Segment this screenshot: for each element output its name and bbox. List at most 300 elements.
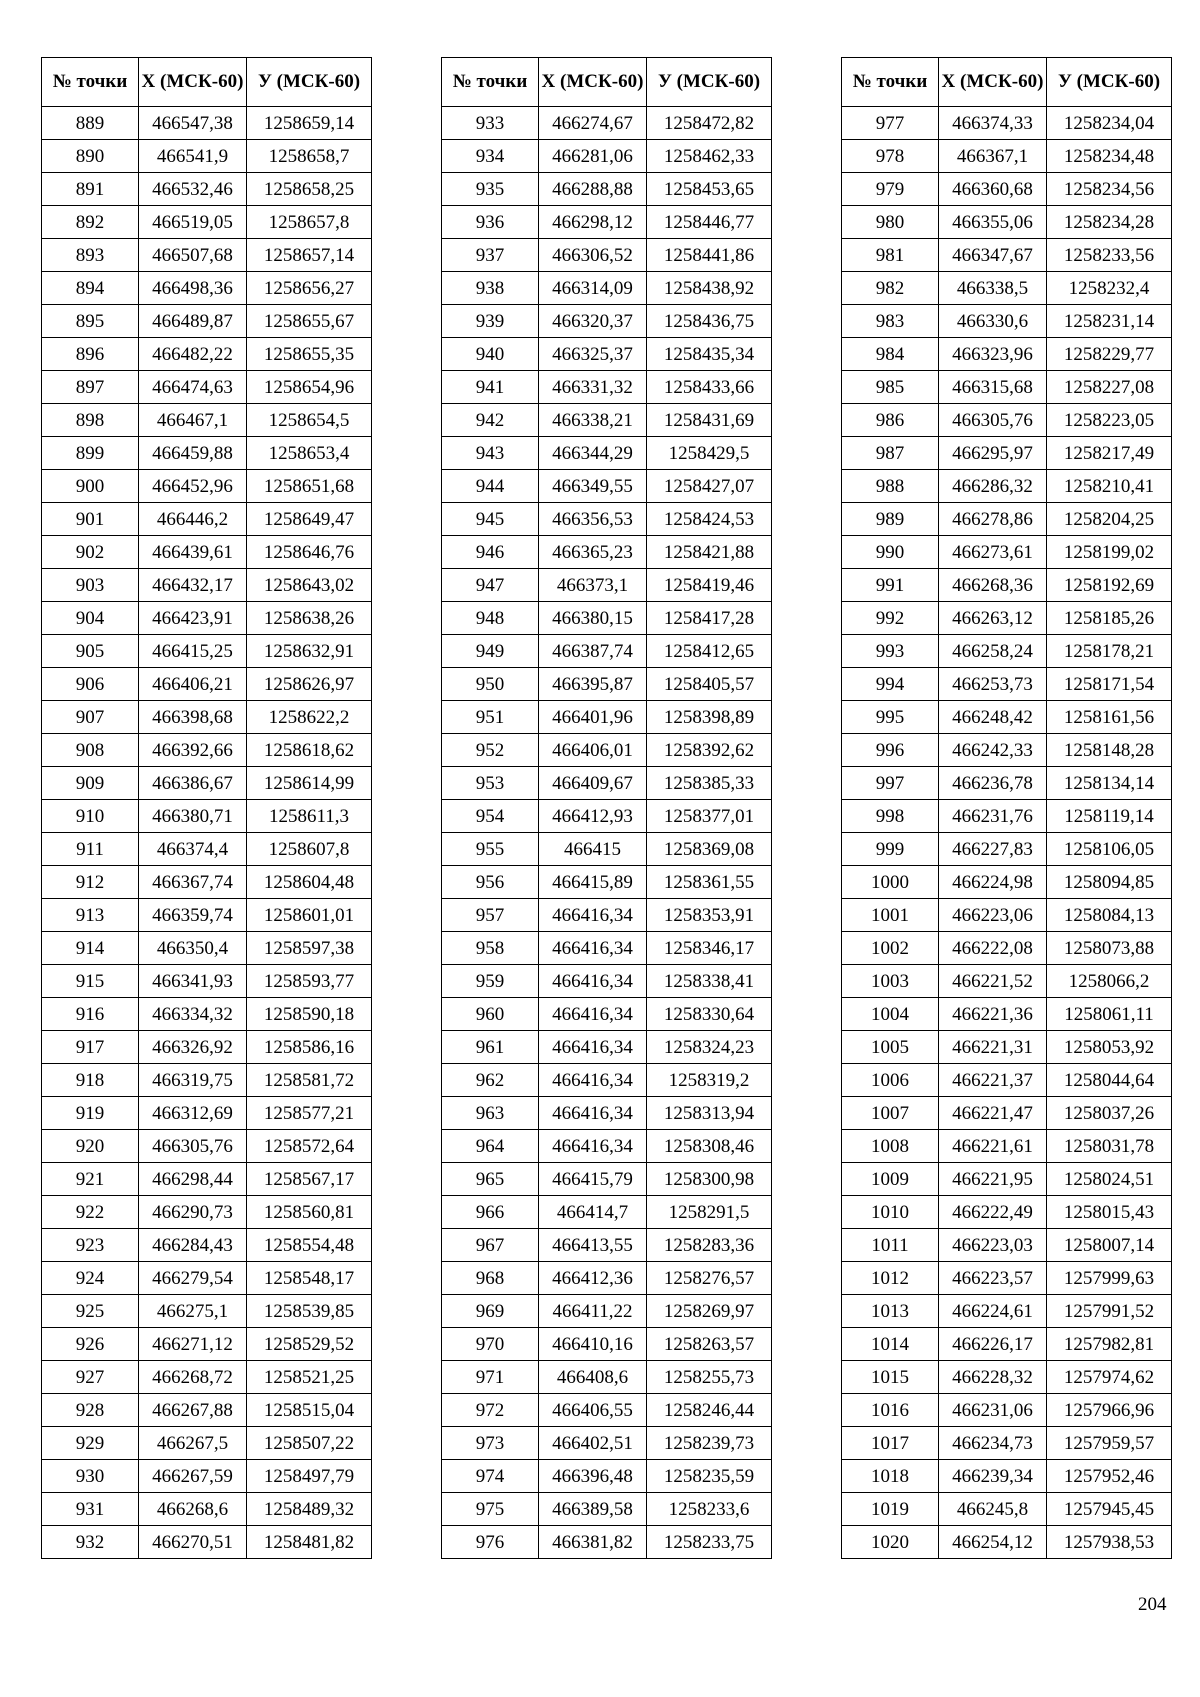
y-coordinate-cell: 1258015,43 [1047, 1196, 1172, 1229]
x-coordinate-cell: 466295,97 [939, 437, 1047, 470]
y-coordinate-cell: 1258233,75 [647, 1526, 772, 1559]
point-number-cell: 1005 [842, 1031, 939, 1064]
y-coordinate-cell: 1258369,08 [647, 833, 772, 866]
point-number-cell: 968 [442, 1262, 539, 1295]
point-number-cell: 908 [42, 734, 139, 767]
point-number-cell: 927 [42, 1361, 139, 1394]
y-coordinate-cell: 1258134,14 [1047, 767, 1172, 800]
x-coordinate-cell: 466325,37 [539, 338, 647, 371]
point-number-cell: 904 [42, 602, 139, 635]
x-coordinate-cell: 466396,48 [539, 1460, 647, 1493]
x-coordinate-cell: 466326,92 [139, 1031, 247, 1064]
x-coordinate-cell: 466298,44 [139, 1163, 247, 1196]
y-coordinate-cell: 1258654,5 [247, 404, 372, 437]
header-y-coordinate: У (МСК-60) [1047, 58, 1172, 107]
x-coordinate-cell: 466489,87 [139, 305, 247, 338]
point-number-cell: 912 [42, 866, 139, 899]
y-coordinate-cell: 1258655,35 [247, 338, 372, 371]
table-row [42, 965, 372, 998]
table-row [842, 1262, 1172, 1295]
point-number-cell: 987 [842, 437, 939, 470]
y-coordinate-cell: 1258632,91 [247, 635, 372, 668]
point-number-cell: 950 [442, 668, 539, 701]
x-coordinate-cell: 466416,34 [539, 1097, 647, 1130]
y-coordinate-cell: 1258199,02 [1047, 536, 1172, 569]
point-number-cell: 998 [842, 800, 939, 833]
point-number-cell: 943 [442, 437, 539, 470]
x-coordinate-cell: 466222,49 [939, 1196, 1047, 1229]
x-coordinate-cell: 466223,57 [939, 1262, 1047, 1295]
x-coordinate-cell: 466320,37 [539, 305, 647, 338]
table-row [442, 1196, 772, 1229]
y-coordinate-cell: 1258554,48 [247, 1229, 372, 1262]
y-coordinate-cell: 1258231,14 [1047, 305, 1172, 338]
table-row [442, 1229, 772, 1262]
y-coordinate-cell: 1258171,54 [1047, 668, 1172, 701]
table-row [842, 140, 1172, 173]
table-row [42, 437, 372, 470]
point-number-cell: 979 [842, 173, 939, 206]
point-number-cell: 1006 [842, 1064, 939, 1097]
table-row [42, 1262, 372, 1295]
point-number-cell: 981 [842, 239, 939, 272]
y-coordinate-cell: 1258656,27 [247, 272, 372, 305]
y-coordinate-cell: 1258178,21 [1047, 635, 1172, 668]
y-coordinate-cell: 1258560,81 [247, 1196, 372, 1229]
point-number-cell: 933 [442, 107, 539, 140]
point-number-cell: 976 [442, 1526, 539, 1559]
x-coordinate-cell: 466306,52 [539, 239, 647, 272]
y-coordinate-cell: 1257974,62 [1047, 1361, 1172, 1394]
point-number-cell: 916 [42, 998, 139, 1031]
table-row [42, 1064, 372, 1097]
table-row [442, 767, 772, 800]
y-coordinate-cell: 1258604,48 [247, 866, 372, 899]
point-number-cell: 951 [442, 701, 539, 734]
y-coordinate-cell: 1258655,67 [247, 305, 372, 338]
y-coordinate-cell: 1258073,88 [1047, 932, 1172, 965]
x-coordinate-cell: 466221,36 [939, 998, 1047, 1031]
point-number-cell: 922 [42, 1196, 139, 1229]
x-coordinate-cell: 466224,98 [939, 866, 1047, 899]
point-number-cell: 986 [842, 404, 939, 437]
point-number-cell: 936 [442, 206, 539, 239]
x-coordinate-cell: 466392,66 [139, 734, 247, 767]
table-row [42, 107, 372, 140]
x-coordinate-cell: 466498,36 [139, 272, 247, 305]
point-number-cell: 955 [442, 833, 539, 866]
table-row [442, 470, 772, 503]
x-coordinate-cell: 466278,86 [939, 503, 1047, 536]
table-row [42, 701, 372, 734]
point-number-cell: 934 [442, 140, 539, 173]
x-coordinate-cell: 466373,1 [539, 569, 647, 602]
table-row [842, 371, 1172, 404]
x-coordinate-cell: 466221,37 [939, 1064, 1047, 1097]
table-row [442, 437, 772, 470]
point-number-cell: 993 [842, 635, 939, 668]
x-coordinate-cell: 466288,88 [539, 173, 647, 206]
table-row [442, 1295, 772, 1328]
x-coordinate-cell: 466415,89 [539, 866, 647, 899]
point-number-cell: 971 [442, 1361, 539, 1394]
table-row [442, 1328, 772, 1361]
x-coordinate-cell: 466406,01 [539, 734, 647, 767]
y-coordinate-cell: 1258263,57 [647, 1328, 772, 1361]
table-row [842, 173, 1172, 206]
point-number-cell: 901 [42, 503, 139, 536]
y-coordinate-cell: 1258421,88 [647, 536, 772, 569]
table-row [442, 503, 772, 536]
header-point-number: № точки [842, 58, 939, 107]
table-row [42, 800, 372, 833]
point-number-cell: 975 [442, 1493, 539, 1526]
point-number-cell: 895 [42, 305, 139, 338]
y-coordinate-cell: 1258037,26 [1047, 1097, 1172, 1130]
y-coordinate-cell: 1258276,57 [647, 1262, 772, 1295]
table-row [842, 503, 1172, 536]
point-number-cell: 946 [442, 536, 539, 569]
y-coordinate-cell: 1258192,69 [1047, 569, 1172, 602]
y-coordinate-cell: 1258239,73 [647, 1427, 772, 1460]
y-coordinate-cell: 1258119,14 [1047, 800, 1172, 833]
y-coordinate-cell: 1258433,66 [647, 371, 772, 404]
table-row [842, 998, 1172, 1031]
y-coordinate-cell: 1258235,59 [647, 1460, 772, 1493]
y-coordinate-cell: 1258548,17 [247, 1262, 372, 1295]
table-row [842, 1493, 1172, 1526]
y-coordinate-cell: 1257991,52 [1047, 1295, 1172, 1328]
y-coordinate-cell: 1258651,68 [247, 470, 372, 503]
table-row [42, 635, 372, 668]
point-number-cell: 906 [42, 668, 139, 701]
table-row [442, 1130, 772, 1163]
table-row [42, 833, 372, 866]
x-coordinate-cell: 466254,12 [939, 1526, 1047, 1559]
table-row [42, 899, 372, 932]
y-coordinate-cell: 1258607,8 [247, 833, 372, 866]
x-coordinate-cell: 466263,12 [939, 602, 1047, 635]
table-row [842, 635, 1172, 668]
table-row [42, 1361, 372, 1394]
point-number-cell: 1001 [842, 899, 939, 932]
table-row [442, 734, 772, 767]
x-coordinate-cell: 466221,95 [939, 1163, 1047, 1196]
point-number-cell: 1002 [842, 932, 939, 965]
y-coordinate-cell: 1258481,82 [247, 1526, 372, 1559]
x-coordinate-cell: 466374,33 [939, 107, 1047, 140]
table-row [842, 206, 1172, 239]
table-row [42, 503, 372, 536]
point-number-cell: 988 [842, 470, 939, 503]
table-row [842, 338, 1172, 371]
x-coordinate-cell: 466416,34 [539, 1031, 647, 1064]
y-coordinate-cell: 1258657,8 [247, 206, 372, 239]
x-coordinate-cell: 466416,34 [539, 932, 647, 965]
y-coordinate-cell: 1258204,25 [1047, 503, 1172, 536]
x-coordinate-cell: 466423,91 [139, 602, 247, 635]
point-number-cell: 942 [442, 404, 539, 437]
table-row [442, 371, 772, 404]
x-coordinate-cell: 466253,73 [939, 668, 1047, 701]
y-coordinate-cell: 1258066,2 [1047, 965, 1172, 998]
point-number-cell: 1018 [842, 1460, 939, 1493]
y-coordinate-cell: 1258031,78 [1047, 1130, 1172, 1163]
y-coordinate-cell: 1258611,3 [247, 800, 372, 833]
x-coordinate-cell: 466459,88 [139, 437, 247, 470]
table-row [42, 1493, 372, 1526]
point-number-cell: 984 [842, 338, 939, 371]
y-coordinate-cell: 1258392,62 [647, 734, 772, 767]
point-number-cell: 940 [442, 338, 539, 371]
x-coordinate-cell: 466387,74 [539, 635, 647, 668]
table-row [442, 107, 772, 140]
x-coordinate-cell: 466224,61 [939, 1295, 1047, 1328]
point-number-cell: 962 [442, 1064, 539, 1097]
table-row [442, 965, 772, 998]
point-number-cell: 972 [442, 1394, 539, 1427]
x-coordinate-cell: 466398,68 [139, 701, 247, 734]
x-coordinate-cell: 466413,55 [539, 1229, 647, 1262]
x-coordinate-cell: 466223,06 [939, 899, 1047, 932]
table-row [842, 1361, 1172, 1394]
table-row [442, 272, 772, 305]
y-coordinate-cell: 1258462,33 [647, 140, 772, 173]
y-coordinate-cell: 1258246,44 [647, 1394, 772, 1427]
table-row [42, 239, 372, 272]
y-coordinate-cell: 1258622,2 [247, 701, 372, 734]
x-coordinate-cell: 466279,54 [139, 1262, 247, 1295]
x-coordinate-cell: 466356,53 [539, 503, 647, 536]
y-coordinate-cell: 1258227,08 [1047, 371, 1172, 404]
point-number-cell: 900 [42, 470, 139, 503]
x-coordinate-cell: 466395,87 [539, 668, 647, 701]
y-coordinate-cell: 1258529,52 [247, 1328, 372, 1361]
y-coordinate-cell: 1258361,55 [647, 866, 772, 899]
point-number-cell: 928 [42, 1394, 139, 1427]
table-row [842, 1328, 1172, 1361]
point-number-cell: 1016 [842, 1394, 939, 1427]
table-row [842, 1427, 1172, 1460]
header-y-coordinate: У (МСК-60) [247, 58, 372, 107]
table-row [42, 1295, 372, 1328]
point-number-cell: 978 [842, 140, 939, 173]
point-number-cell: 973 [442, 1427, 539, 1460]
y-coordinate-cell: 1258577,21 [247, 1097, 372, 1130]
y-coordinate-cell: 1258044,64 [1047, 1064, 1172, 1097]
point-number-cell: 913 [42, 899, 139, 932]
table-row [42, 998, 372, 1031]
point-number-cell: 902 [42, 536, 139, 569]
table-row [442, 1097, 772, 1130]
y-coordinate-cell: 1258618,62 [247, 734, 372, 767]
table-row [442, 206, 772, 239]
table-row [842, 1031, 1172, 1064]
x-coordinate-cell: 466231,06 [939, 1394, 1047, 1427]
point-number-cell: 890 [42, 140, 139, 173]
x-coordinate-cell: 466267,59 [139, 1460, 247, 1493]
point-number-cell: 1020 [842, 1526, 939, 1559]
y-coordinate-cell: 1258233,56 [1047, 239, 1172, 272]
x-coordinate-cell: 466234,73 [939, 1427, 1047, 1460]
x-coordinate-cell: 466416,34 [539, 965, 647, 998]
y-coordinate-cell: 1258283,36 [647, 1229, 772, 1262]
y-coordinate-cell: 1258435,34 [647, 338, 772, 371]
point-number-cell: 997 [842, 767, 939, 800]
table-row [842, 833, 1172, 866]
x-coordinate-cell: 466331,32 [539, 371, 647, 404]
table-row [42, 1427, 372, 1460]
y-coordinate-cell: 1258234,04 [1047, 107, 1172, 140]
y-coordinate-cell: 1257982,81 [1047, 1328, 1172, 1361]
x-coordinate-cell: 466507,68 [139, 239, 247, 272]
point-number-cell: 910 [42, 800, 139, 833]
coordinates-table-3 [841, 57, 1172, 1559]
point-number-cell: 919 [42, 1097, 139, 1130]
table-row [442, 140, 772, 173]
point-number-cell: 911 [42, 833, 139, 866]
table-row [842, 470, 1172, 503]
y-coordinate-cell: 1258638,26 [247, 602, 372, 635]
y-coordinate-cell: 1258353,91 [647, 899, 772, 932]
point-number-cell: 947 [442, 569, 539, 602]
table-row [842, 1130, 1172, 1163]
table-row [42, 767, 372, 800]
point-number-cell: 897 [42, 371, 139, 404]
y-coordinate-cell: 1258338,41 [647, 965, 772, 998]
table-row [42, 140, 372, 173]
point-number-cell: 948 [442, 602, 539, 635]
table-row [42, 866, 372, 899]
point-number-cell: 958 [442, 932, 539, 965]
point-number-cell: 1013 [842, 1295, 939, 1328]
table-row [42, 536, 372, 569]
y-coordinate-cell: 1258427,07 [647, 470, 772, 503]
x-coordinate-cell: 466410,16 [539, 1328, 647, 1361]
table-row [42, 470, 372, 503]
y-coordinate-cell: 1258417,28 [647, 602, 772, 635]
x-coordinate-cell: 466412,93 [539, 800, 647, 833]
table-row [842, 305, 1172, 338]
table-row [442, 998, 772, 1031]
x-coordinate-cell: 466402,51 [539, 1427, 647, 1460]
y-coordinate-cell: 1258232,4 [1047, 272, 1172, 305]
y-coordinate-cell: 1258229,77 [1047, 338, 1172, 371]
x-coordinate-cell: 466406,55 [539, 1394, 647, 1427]
x-coordinate-cell: 466367,1 [939, 140, 1047, 173]
y-coordinate-cell: 1258313,94 [647, 1097, 772, 1130]
point-number-cell: 959 [442, 965, 539, 998]
x-coordinate-cell: 466268,6 [139, 1493, 247, 1526]
x-coordinate-cell: 466319,75 [139, 1064, 247, 1097]
point-number-cell: 1017 [842, 1427, 939, 1460]
table-row [842, 1097, 1172, 1130]
x-coordinate-cell: 466315,68 [939, 371, 1047, 404]
table-row [42, 1394, 372, 1427]
point-number-cell: 941 [442, 371, 539, 404]
point-number-cell: 969 [442, 1295, 539, 1328]
y-coordinate-cell: 1258539,85 [247, 1295, 372, 1328]
x-coordinate-cell: 466439,61 [139, 536, 247, 569]
x-coordinate-cell: 466314,09 [539, 272, 647, 305]
table-row [842, 1196, 1172, 1229]
table-row [842, 569, 1172, 602]
y-coordinate-cell: 1258436,75 [647, 305, 772, 338]
table-row [42, 206, 372, 239]
point-number-cell: 1000 [842, 866, 939, 899]
y-coordinate-cell: 1258084,13 [1047, 899, 1172, 932]
point-number-cell: 994 [842, 668, 939, 701]
y-coordinate-cell: 1258233,6 [647, 1493, 772, 1526]
x-coordinate-cell: 466532,46 [139, 173, 247, 206]
table-row [842, 965, 1172, 998]
point-number-cell: 963 [442, 1097, 539, 1130]
table-row [842, 239, 1172, 272]
x-coordinate-cell: 466547,38 [139, 107, 247, 140]
table-row [442, 800, 772, 833]
y-coordinate-cell: 1258385,33 [647, 767, 772, 800]
x-coordinate-cell: 466367,74 [139, 866, 247, 899]
y-coordinate-cell: 1258234,28 [1047, 206, 1172, 239]
x-coordinate-cell: 466467,1 [139, 404, 247, 437]
x-coordinate-cell: 466381,82 [539, 1526, 647, 1559]
table-row [442, 932, 772, 965]
point-number-cell: 1014 [842, 1328, 939, 1361]
x-coordinate-cell: 466286,32 [939, 470, 1047, 503]
x-coordinate-cell: 466226,17 [939, 1328, 1047, 1361]
point-number-cell: 907 [42, 701, 139, 734]
table-row [842, 767, 1172, 800]
y-coordinate-cell: 1258185,26 [1047, 602, 1172, 635]
table-row [842, 1394, 1172, 1427]
y-coordinate-cell: 1258398,89 [647, 701, 772, 734]
table-row [42, 1526, 372, 1559]
header-point-number: № точки [442, 58, 539, 107]
y-coordinate-cell: 1258614,99 [247, 767, 372, 800]
x-coordinate-cell: 466341,93 [139, 965, 247, 998]
y-coordinate-cell: 1258659,14 [247, 107, 372, 140]
y-coordinate-cell: 1257952,46 [1047, 1460, 1172, 1493]
table-row [442, 899, 772, 932]
point-number-cell: 977 [842, 107, 939, 140]
y-coordinate-cell: 1258441,86 [647, 239, 772, 272]
point-number-cell: 1019 [842, 1493, 939, 1526]
point-number-cell: 898 [42, 404, 139, 437]
table-row [842, 668, 1172, 701]
point-number-cell: 923 [42, 1229, 139, 1262]
point-number-cell: 937 [442, 239, 539, 272]
x-coordinate-cell: 466415 [539, 833, 647, 866]
x-coordinate-cell: 466239,34 [939, 1460, 1047, 1493]
point-number-cell: 996 [842, 734, 939, 767]
y-coordinate-cell: 1258472,82 [647, 107, 772, 140]
table-row [442, 239, 772, 272]
point-number-cell: 930 [42, 1460, 139, 1493]
table-row [42, 173, 372, 206]
table-row [842, 272, 1172, 305]
table-row [842, 536, 1172, 569]
table-row [442, 701, 772, 734]
y-coordinate-cell: 1258217,49 [1047, 437, 1172, 470]
table-row [42, 272, 372, 305]
y-coordinate-cell: 1258319,2 [647, 1064, 772, 1097]
x-coordinate-cell: 466267,5 [139, 1427, 247, 1460]
y-coordinate-cell: 1258453,65 [647, 173, 772, 206]
point-number-cell: 949 [442, 635, 539, 668]
point-number-cell: 925 [42, 1295, 139, 1328]
x-coordinate-cell: 466412,36 [539, 1262, 647, 1295]
x-coordinate-cell: 466359,74 [139, 899, 247, 932]
